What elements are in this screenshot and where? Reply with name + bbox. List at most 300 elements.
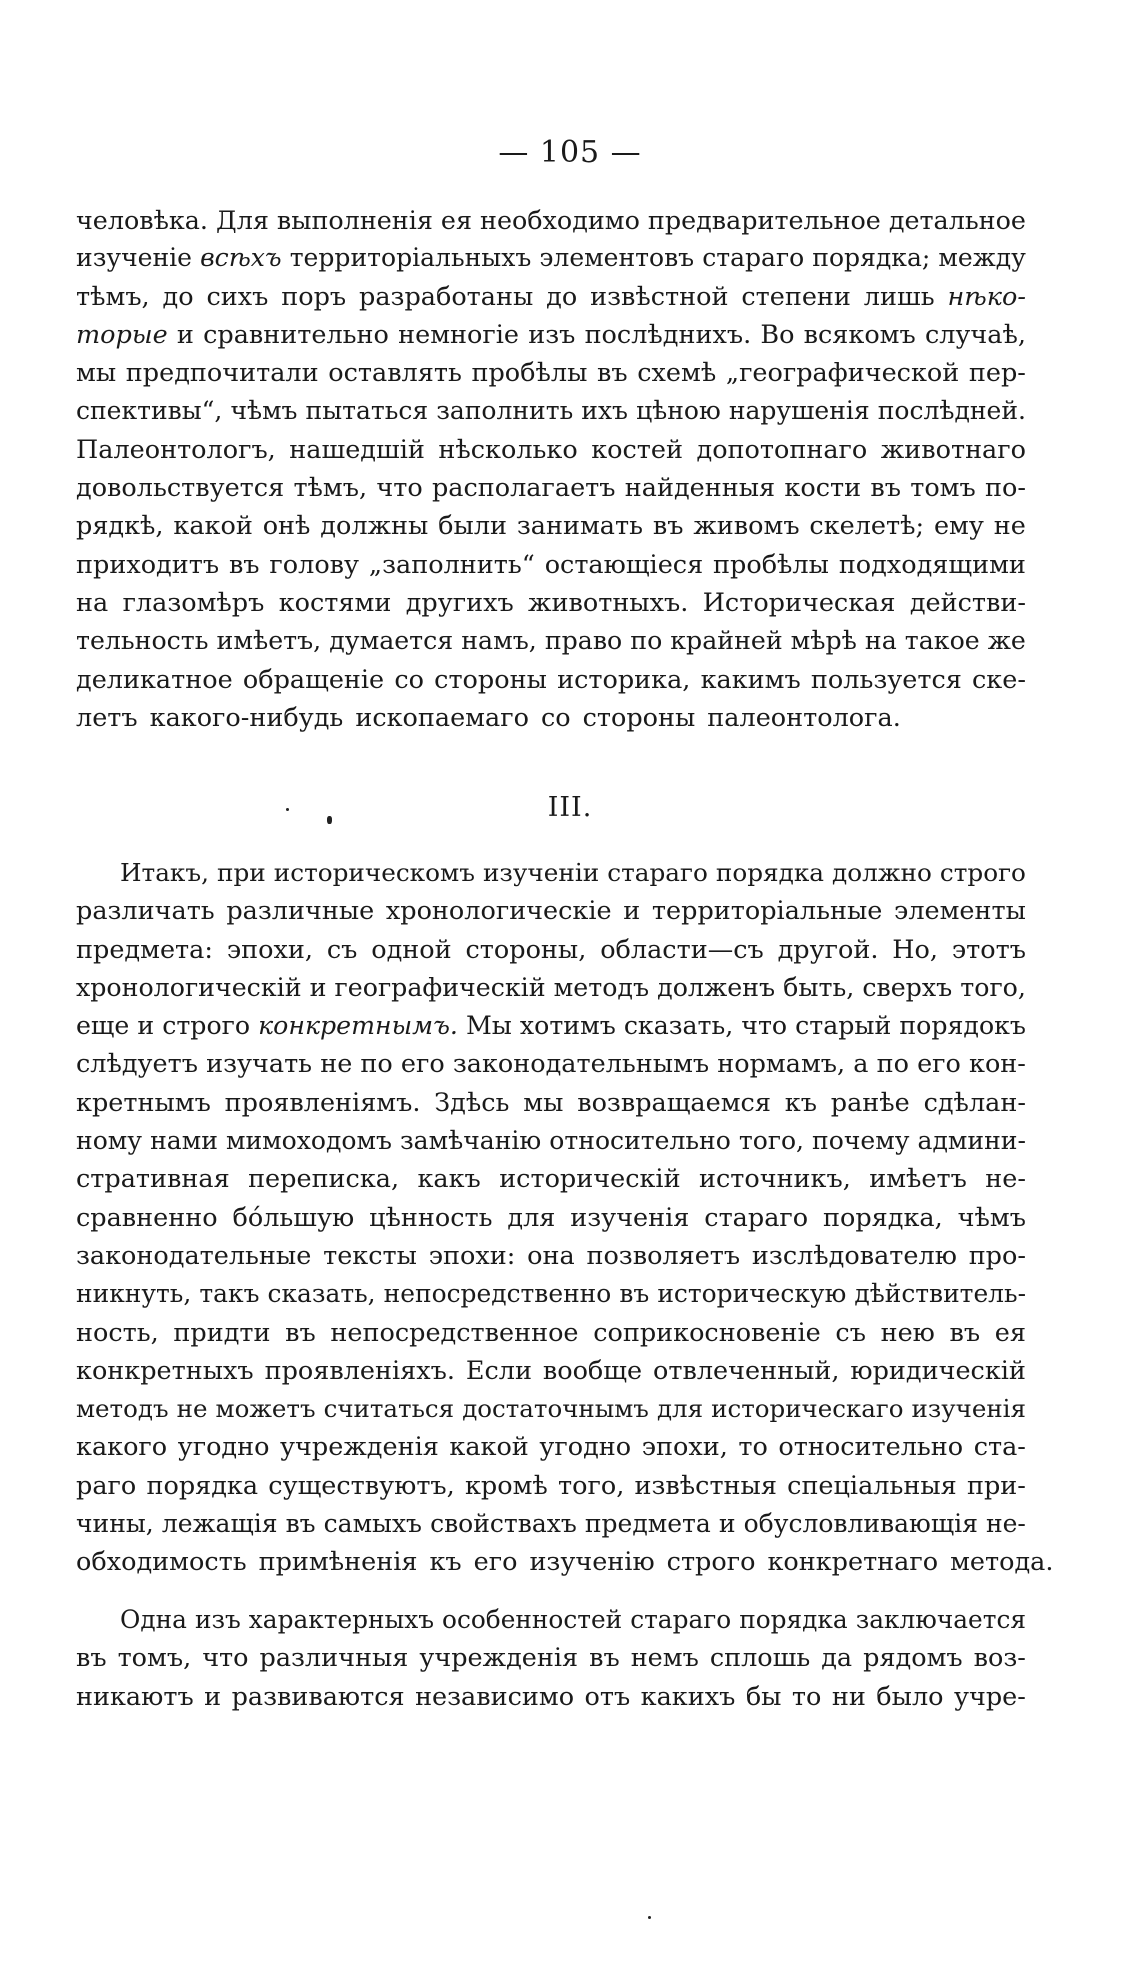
word: пытаться <box>305 396 429 426</box>
word: для <box>656 1394 704 1424</box>
word: со <box>540 702 571 733</box>
word: и <box>137 1011 155 1041</box>
word: изслѣдователю <box>751 1240 957 1271</box>
word: предмета <box>584 1509 711 1539</box>
word: человѣка. <box>76 205 208 235</box>
word: въ <box>597 358 628 389</box>
word: костями <box>278 587 392 618</box>
word: законодательные <box>76 1240 312 1271</box>
word: изученія <box>570 1202 690 1233</box>
word: какихъ <box>640 1681 736 1712</box>
word: до <box>546 281 578 312</box>
text-line <box>76 1164 1026 1202</box>
word: переписка, <box>248 1164 400 1195</box>
word: ность, <box>76 1317 159 1348</box>
word: немногіе <box>398 319 520 350</box>
word: географическій <box>334 972 546 1002</box>
word: были <box>438 511 508 542</box>
word: нею <box>880 1317 935 1348</box>
word: спективы“, <box>76 396 223 426</box>
word: ему <box>933 511 984 542</box>
word: живомъ <box>693 511 800 542</box>
word: изъ <box>194 1605 241 1634</box>
word: послѣдней. <box>877 396 1026 426</box>
text-line <box>76 1049 1026 1087</box>
word: ихъ <box>581 396 628 426</box>
word: его <box>400 1049 445 1080</box>
word: источникъ, <box>698 1164 851 1195</box>
text-line <box>76 1088 1026 1126</box>
word: бы <box>745 1681 782 1712</box>
word: еще <box>76 1011 130 1041</box>
word: думается <box>329 626 454 656</box>
word: достаточнымъ <box>462 1394 649 1424</box>
word: да <box>821 1643 853 1674</box>
word: голову <box>269 549 360 580</box>
word: Итакъ, <box>120 858 209 887</box>
word: предпочитали <box>125 358 319 389</box>
word: костей <box>591 434 683 465</box>
word: соприкосновеніе <box>593 1317 821 1348</box>
word: ея <box>994 1317 1026 1348</box>
word: остающіеся <box>544 549 704 580</box>
word: порядка <box>146 1470 259 1501</box>
word: порядка <box>739 1605 848 1634</box>
text-line <box>76 396 1026 434</box>
word: различать <box>76 896 215 927</box>
text-line <box>76 205 1026 243</box>
word: одной <box>371 934 452 965</box>
word: на <box>864 626 897 656</box>
word: немъ <box>630 1643 699 1674</box>
word: стороны <box>582 702 696 733</box>
word: поръ <box>281 281 347 312</box>
word: юридическій <box>850 1355 1026 1386</box>
word: должны <box>320 511 429 542</box>
word: примѣненія <box>258 1547 418 1578</box>
word: долженъ <box>657 972 776 1002</box>
paragraph-3 <box>76 1605 1026 1720</box>
text-line <box>76 1394 1026 1432</box>
word: придти <box>173 1317 271 1348</box>
word: палеонтолога. <box>707 702 901 733</box>
word: извѣстныя <box>634 1470 777 1501</box>
word: ному <box>76 1126 143 1156</box>
word: съ <box>835 1317 866 1348</box>
word: и <box>718 1509 736 1539</box>
text-line <box>76 1203 1026 1241</box>
word: обусловливающія <box>743 1509 978 1539</box>
text-line <box>76 473 1026 511</box>
word: въ <box>949 1317 981 1348</box>
word: учре- <box>953 1681 1026 1712</box>
word: подходящими <box>838 549 1026 580</box>
word: слѣдуетъ <box>76 1049 198 1080</box>
text-line <box>76 858 1026 896</box>
word: Палеонтологъ, <box>76 434 276 465</box>
word: хронологическіе <box>385 896 612 927</box>
word: такое <box>904 626 980 656</box>
word: какой <box>449 1432 529 1463</box>
word: заключается <box>855 1605 1026 1634</box>
text-line <box>76 1011 1026 1049</box>
word: Для <box>216 205 269 235</box>
word: Если <box>465 1355 532 1386</box>
word: какой <box>173 511 253 542</box>
word: существуютъ, <box>268 1470 455 1501</box>
text-line <box>76 935 1026 973</box>
word: не- <box>985 1509 1026 1539</box>
word: въ <box>285 1317 316 1348</box>
word: того, <box>558 1470 625 1501</box>
word: историческаго <box>711 1394 904 1424</box>
word: пер- <box>968 358 1026 389</box>
word: предварительное <box>647 205 881 235</box>
word: особенностей <box>442 1605 623 1634</box>
word: кон- <box>969 1049 1026 1080</box>
word: сказать, <box>267 1279 376 1309</box>
text-line <box>76 1682 1026 1720</box>
word-emphasis: нѣко- <box>947 281 1026 312</box>
word: территоріальныхъ <box>289 243 532 273</box>
text-line <box>76 1547 1054 1585</box>
word: хотимъ <box>519 1011 616 1041</box>
word: цѣнность <box>369 1202 493 1233</box>
word-emphasis: всѣхъ <box>200 243 282 273</box>
word: чины, <box>76 1509 154 1539</box>
word: спеціальныя <box>787 1470 957 1501</box>
word: нѣсколько <box>438 434 578 465</box>
word: действи- <box>909 587 1026 618</box>
word: быть, <box>783 972 855 1002</box>
word: по- <box>985 473 1026 504</box>
word: бо́льшую <box>232 1202 355 1233</box>
word: не- <box>985 1164 1026 1195</box>
word: животныхъ. <box>528 587 689 618</box>
word: свойствахъ <box>430 1509 577 1539</box>
word: въ <box>285 1509 316 1539</box>
word: того, <box>738 1126 804 1156</box>
word: элементовъ <box>539 243 695 273</box>
word: другой. <box>777 934 879 965</box>
word: изученію <box>529 1547 655 1578</box>
word: до <box>162 281 194 312</box>
word: замѣчанію <box>399 1126 542 1156</box>
word: приходитъ <box>76 549 220 580</box>
text-line <box>76 973 1026 1011</box>
word: для <box>507 1202 556 1233</box>
print-speck <box>648 1916 651 1919</box>
word: какого <box>76 1432 168 1463</box>
word: детальное <box>888 205 1026 235</box>
word: стороны <box>434 664 547 695</box>
word-emphasis: торые <box>76 319 168 350</box>
word: ископаемаго <box>355 702 529 733</box>
text-line <box>76 588 1026 626</box>
word: нашедшій <box>289 434 425 465</box>
word: относительно <box>549 1126 731 1156</box>
word: элементы <box>894 896 1026 927</box>
word: территоріальные <box>651 896 883 927</box>
word: летъ <box>76 702 138 733</box>
word: Одна <box>120 1605 187 1634</box>
word: къ <box>429 1547 462 1578</box>
word-emphasis: конкретнымъ. <box>258 1011 458 1041</box>
word: развиваются <box>231 1681 405 1712</box>
word: метода. <box>950 1547 1054 1578</box>
word: раго <box>76 1470 137 1501</box>
text-line <box>76 665 1026 703</box>
word: между <box>938 243 1026 273</box>
paragraph-2 <box>76 858 1054 1586</box>
word: въ <box>228 549 260 580</box>
word: законодательнымъ <box>452 1049 710 1080</box>
text-line <box>76 1241 1026 1279</box>
word: отвлеченный, <box>653 1355 840 1386</box>
word: то <box>791 1681 822 1712</box>
word: и <box>623 896 641 927</box>
word: она <box>527 1240 575 1271</box>
word: по <box>360 1049 393 1080</box>
word: эпохи, <box>641 1432 728 1463</box>
word: отъ <box>584 1681 631 1712</box>
word: было <box>876 1681 944 1712</box>
word: въ <box>652 511 684 542</box>
word: кретнымъ <box>76 1087 211 1118</box>
word: на <box>76 587 109 618</box>
word: не <box>320 1049 353 1080</box>
word: стараго <box>702 243 805 273</box>
word: пробѣлы <box>713 549 829 580</box>
word: же <box>987 626 1026 656</box>
word: должно <box>832 858 932 887</box>
word: а <box>853 1049 869 1080</box>
word: Здѣсь <box>434 1087 510 1118</box>
word: по <box>630 626 663 656</box>
text-line <box>76 435 1026 473</box>
word: ея <box>440 205 472 235</box>
word: стараго <box>607 858 708 887</box>
word: случаѣ, <box>924 319 1026 350</box>
text-line <box>76 511 1026 549</box>
text-line <box>76 550 1026 588</box>
word: и <box>309 972 327 1002</box>
word: какого-нибудь <box>149 702 344 733</box>
word: про- <box>968 1240 1026 1271</box>
text-line <box>76 703 1026 741</box>
word: проявленіяхъ. <box>264 1355 455 1386</box>
word: какимъ <box>700 664 801 695</box>
word: тѣмъ, <box>293 473 368 504</box>
word: извѣстной <box>590 281 729 312</box>
word: предмета: <box>76 934 213 965</box>
word: историческомъ <box>273 858 475 887</box>
word: другихъ <box>405 587 514 618</box>
word: животнаго <box>880 434 1026 465</box>
word: такъ <box>199 1279 260 1309</box>
word: относительно <box>778 1432 964 1463</box>
word: сдѣлан- <box>923 1087 1026 1118</box>
word: необходимо <box>480 205 640 235</box>
word: схемѣ <box>637 358 717 389</box>
word: мѣрѣ <box>790 626 857 656</box>
word: Историческая <box>702 587 896 618</box>
word: различные <box>226 896 375 927</box>
text-line <box>76 1605 1026 1643</box>
word: независимо <box>415 1681 575 1712</box>
word: деликатное <box>76 664 233 695</box>
page-number: — 105 — <box>498 135 642 170</box>
word: изучать <box>206 1049 313 1080</box>
word: томъ <box>910 473 976 504</box>
word: стративная <box>76 1164 230 1195</box>
word: порядка, <box>823 1202 943 1233</box>
word: историческую <box>657 1279 847 1309</box>
word: послѣднихъ. <box>584 319 752 350</box>
word: изъ <box>528 319 576 350</box>
word: админи- <box>917 1126 1026 1156</box>
word: различныя <box>259 1643 409 1674</box>
text-line <box>76 1471 1026 1509</box>
word: области—съ <box>600 934 764 965</box>
word: тѣмъ, <box>76 281 150 312</box>
word: стороны, <box>465 934 587 965</box>
word: и <box>204 1681 222 1712</box>
word: нарушенія <box>728 396 870 426</box>
word: сихъ <box>206 281 269 312</box>
word: разработаны <box>359 281 534 312</box>
word: возвращаемся <box>577 1087 771 1118</box>
word: выполненія <box>276 205 433 235</box>
word: что <box>202 1643 249 1674</box>
text-line <box>76 1279 1026 1317</box>
word: самыхъ <box>323 1509 422 1539</box>
word: Мы <box>465 1011 512 1041</box>
word: тельность <box>76 626 209 656</box>
word: ни <box>831 1681 866 1712</box>
word: ранѣе <box>830 1087 910 1118</box>
word: не <box>993 511 1026 542</box>
word: въ <box>619 1279 650 1309</box>
word: нами <box>150 1126 218 1156</box>
word: лежащія <box>161 1509 278 1539</box>
word: имѣетъ <box>869 1164 967 1195</box>
text-line <box>76 1126 1026 1164</box>
word: со <box>394 664 424 695</box>
word: степени <box>741 281 851 312</box>
word: чѣмъ <box>957 1202 1026 1233</box>
word: найденныя <box>624 473 776 504</box>
word: пользуется <box>810 664 962 695</box>
word: учрежденія <box>280 1432 439 1463</box>
word: изученія <box>911 1394 1026 1424</box>
word: вообще <box>542 1355 643 1386</box>
word: какъ <box>417 1164 481 1195</box>
word: эпохи: <box>428 1240 516 1271</box>
word: при- <box>966 1470 1026 1501</box>
word: стараго <box>704 1202 809 1233</box>
word: имѣетъ, <box>216 626 322 656</box>
word: строго <box>939 858 1026 887</box>
word: ске- <box>972 664 1026 695</box>
word: конкретнаго <box>767 1547 939 1578</box>
word: обращеніе <box>242 664 385 695</box>
word: занимать <box>516 511 644 542</box>
word: мимоходомъ <box>225 1126 392 1156</box>
word: кромѣ <box>464 1470 548 1501</box>
word: чѣмъ <box>230 396 298 426</box>
word: кости <box>784 473 862 504</box>
text-line <box>76 626 1026 664</box>
text-line <box>76 1509 1026 1547</box>
word: мы <box>76 358 117 389</box>
word: къ <box>784 1087 817 1118</box>
word: скелетѣ; <box>809 511 925 542</box>
word: угодно <box>177 1432 270 1463</box>
word: что <box>741 1011 788 1041</box>
word: сверхъ <box>862 972 953 1002</box>
word: лишь <box>863 281 935 312</box>
word: строго <box>162 1011 251 1041</box>
text-line <box>76 1318 1026 1356</box>
word: не <box>176 1394 208 1424</box>
word: порядка <box>715 858 824 887</box>
word: Но, <box>892 934 938 965</box>
word: того, <box>960 972 1026 1002</box>
word: намъ, <box>461 626 537 656</box>
word: хронологическій <box>76 972 302 1002</box>
word: порядокъ <box>899 1011 1026 1041</box>
text-line <box>76 1643 1026 1681</box>
word: Во <box>760 319 795 350</box>
word: строго <box>666 1547 756 1578</box>
word: крайней <box>670 626 783 656</box>
word: непосредственное <box>330 1317 579 1348</box>
text-line <box>76 1432 1026 1470</box>
word: считаться <box>323 1394 455 1424</box>
word: „заполнить“ <box>368 549 535 580</box>
word: тексты <box>323 1240 417 1271</box>
word: „географической <box>725 358 960 389</box>
word: глазомѣръ <box>122 587 265 618</box>
word: почему <box>812 1126 910 1156</box>
word: историческій <box>499 1164 681 1195</box>
word: учрежденія <box>419 1643 579 1674</box>
word: томъ, <box>117 1643 192 1674</box>
word: воз- <box>973 1643 1026 1674</box>
section-heading: III. <box>547 792 593 823</box>
word: конкретныхъ <box>76 1355 254 1386</box>
word: съ <box>326 934 358 965</box>
word: изученіе <box>76 243 193 273</box>
word: ста- <box>973 1432 1026 1463</box>
word: дѣйствитель- <box>854 1279 1026 1309</box>
text-line <box>76 320 1026 358</box>
word: сравненно <box>76 1202 218 1233</box>
text-line <box>76 1356 1026 1394</box>
word: старый <box>795 1011 892 1041</box>
word: то <box>738 1432 768 1463</box>
word: что <box>376 473 423 504</box>
text-line <box>76 243 1026 281</box>
word: никнуть, <box>76 1279 192 1309</box>
word: позволяетъ <box>586 1240 741 1271</box>
word: располагаетъ <box>431 473 616 504</box>
word: онѣ <box>262 511 311 542</box>
word: историка, <box>557 664 691 695</box>
word: этотъ <box>951 934 1026 965</box>
word: угодно <box>539 1432 632 1463</box>
